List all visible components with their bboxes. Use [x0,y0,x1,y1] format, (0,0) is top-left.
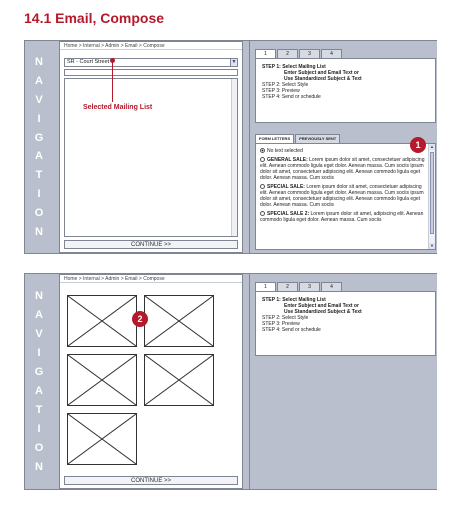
mailing-list-select[interactable] [64,58,238,67]
textarea-scrollbar[interactable] [231,79,237,236]
step-tab-1[interactable]: 1 [255,49,276,58]
nav-letter: I [37,187,41,200]
nav-letter: N [35,225,43,238]
text-library [255,134,436,250]
image-placeholder-icon [145,355,213,405]
style-thumbnail-1[interactable] [67,295,137,347]
step1-line1: STEP 1: Select Mailing List [262,297,326,303]
option-no-text[interactable] [260,148,425,154]
nav-letter: T [35,404,43,417]
scrollbar-thumb[interactable] [430,152,434,234]
image-placeholder-icon [68,414,136,464]
step-tab-3[interactable]: 3 [299,49,320,58]
chevron-down-icon[interactable]: ▼ [231,59,237,65]
option-special-sale-2[interactable] [260,211,425,223]
step2-text: STEP 2: Select Style [262,315,309,321]
step-instructions [255,291,436,356]
nav-letter: V [35,93,43,106]
mailing-list-select-value: SR - Court Street [67,59,110,65]
nav-letter: V [35,327,43,340]
radio-icon[interactable] [260,211,265,216]
nav-letter: N [35,461,43,474]
step-tab-2[interactable]: 2 [277,49,298,58]
steps-panel [249,274,437,489]
step1-line2: Enter Subject and Email Text or [284,70,359,76]
annotation-badge-1: 1 [410,137,426,153]
radio-icon[interactable] [260,184,265,189]
option-text: Lorem ipsum dolor sit amet, consectetuer adipiscing elit. Aenean commodo ligula eget dolor. Aenean massa. Cum sociis ipsum dolor sit amet, consectetuer adipiscing elit. Aenean commodo ligula eget dolor. Aenean massa. Cum sociis [260,184,424,208]
nav-letter: G [34,131,44,144]
nav-letter: A [35,385,43,398]
nav-letter: O [34,206,44,219]
step-instructions [255,58,436,123]
annotation-label: Selected Mailing List [83,104,153,111]
step1-line3: Use Standardized Subject & Text [284,76,362,82]
image-placeholder-icon [145,296,213,346]
nav-letter: T [35,169,43,182]
library-scrollbar[interactable] [428,144,435,249]
compose-panel [59,41,243,253]
continue-button[interactable]: CONTINUE >> [64,240,238,249]
step-tab-4[interactable]: 4 [321,282,342,291]
nav-letter: N [35,289,43,302]
subject-input[interactable] [64,69,238,76]
step2-text: STEP 2: Select Style [262,82,309,88]
step1-line2: Enter Subject and Email Text or [284,303,359,309]
option-general-sale[interactable] [260,157,425,181]
style-thumbnail-4[interactable] [144,354,214,406]
style-thumbnail-3[interactable] [67,354,137,406]
annotation-badge-2: 2 [132,311,148,327]
nav-letter: I [37,423,41,436]
image-placeholder-icon [68,296,136,346]
step-tabs [255,282,436,291]
page-title: 14.1 Email, Compose [24,10,165,26]
option-title: GENERAL SALE: [267,157,308,163]
nav-letter: G [34,365,44,378]
breadcrumb: Home > Internal > Admin > Email > Compose [60,42,242,50]
step-tab-2[interactable]: 2 [277,282,298,291]
option-text: Lorem ipsum dolor sit amet, adipiscing elit. Aenean commodo ligula eget dolor. Aenean massa. Cum sociis [260,211,424,223]
breadcrumb: Home > Internal > Admin > Email > Compose [60,275,242,283]
nav-letter: A [35,75,43,88]
style-thumbnail-2[interactable] [144,295,214,347]
wireframe-screen-2 [24,273,437,490]
nav-letter: A [35,150,43,163]
step1-line3: Use Standardized Subject & Text [284,309,362,315]
wireframe-screen-1 [24,40,437,254]
step3-text: STEP 3: Preview [262,88,300,94]
step4-text: STEP 4: Send or schedule [262,327,321,333]
step4-text: STEP 4: Send or schedule [262,94,321,100]
tab-previously-sent[interactable]: PREVIOUSLY SENT [295,134,340,143]
library-tabs [255,134,436,143]
nav-letter: I [37,112,41,125]
option-title: SPECIAL SALE: [267,184,305,190]
nav-letter: I [37,346,41,359]
step-tab-4[interactable]: 4 [321,49,342,58]
step-box [255,282,436,356]
nav-letter: A [35,308,43,321]
option-text: Lorem ipsum dolor sit amet, consectetuer adipiscing elit. Aenean commodo ligula eget dolor. Aenean massa. Cum sociis ipsum dolor sit amet, consectetuer adipiscing elit. Aenean commodo ligula eget dolor. Aenean massa. Cum sociis [260,157,425,181]
continue-button[interactable]: CONTINUE >> [64,476,238,485]
style-panel [59,274,243,489]
nav-letter: O [34,442,44,455]
radio-icon[interactable] [260,148,265,153]
navigation-bar[interactable] [25,274,53,489]
step-tabs [255,49,436,58]
step-tab-3[interactable]: 3 [299,282,320,291]
email-body-textarea[interactable] [64,78,238,237]
navigation-bar[interactable] [25,41,53,253]
scroll-down-icon[interactable]: ▼ [430,243,434,248]
scroll-up-icon[interactable]: ▲ [430,144,434,149]
option-special-sale[interactable] [260,184,425,208]
step1-line1: STEP 1: Select Mailing List [262,64,326,70]
step-box [255,49,436,123]
option-title: SPECIAL SALE 2: [267,211,310,217]
library-content [255,143,436,250]
no-text-label: No text selected [267,148,303,154]
radio-icon[interactable] [260,157,265,162]
tab-form-letters[interactable]: FORM LETTERS [255,134,294,143]
step3-text: STEP 3: Preview [262,321,300,327]
style-thumbnail-5[interactable] [67,413,137,465]
image-placeholder-icon [68,355,136,405]
nav-letter: N [35,56,43,69]
steps-panel [249,41,437,253]
step-tab-1[interactable]: 1 [255,282,276,291]
